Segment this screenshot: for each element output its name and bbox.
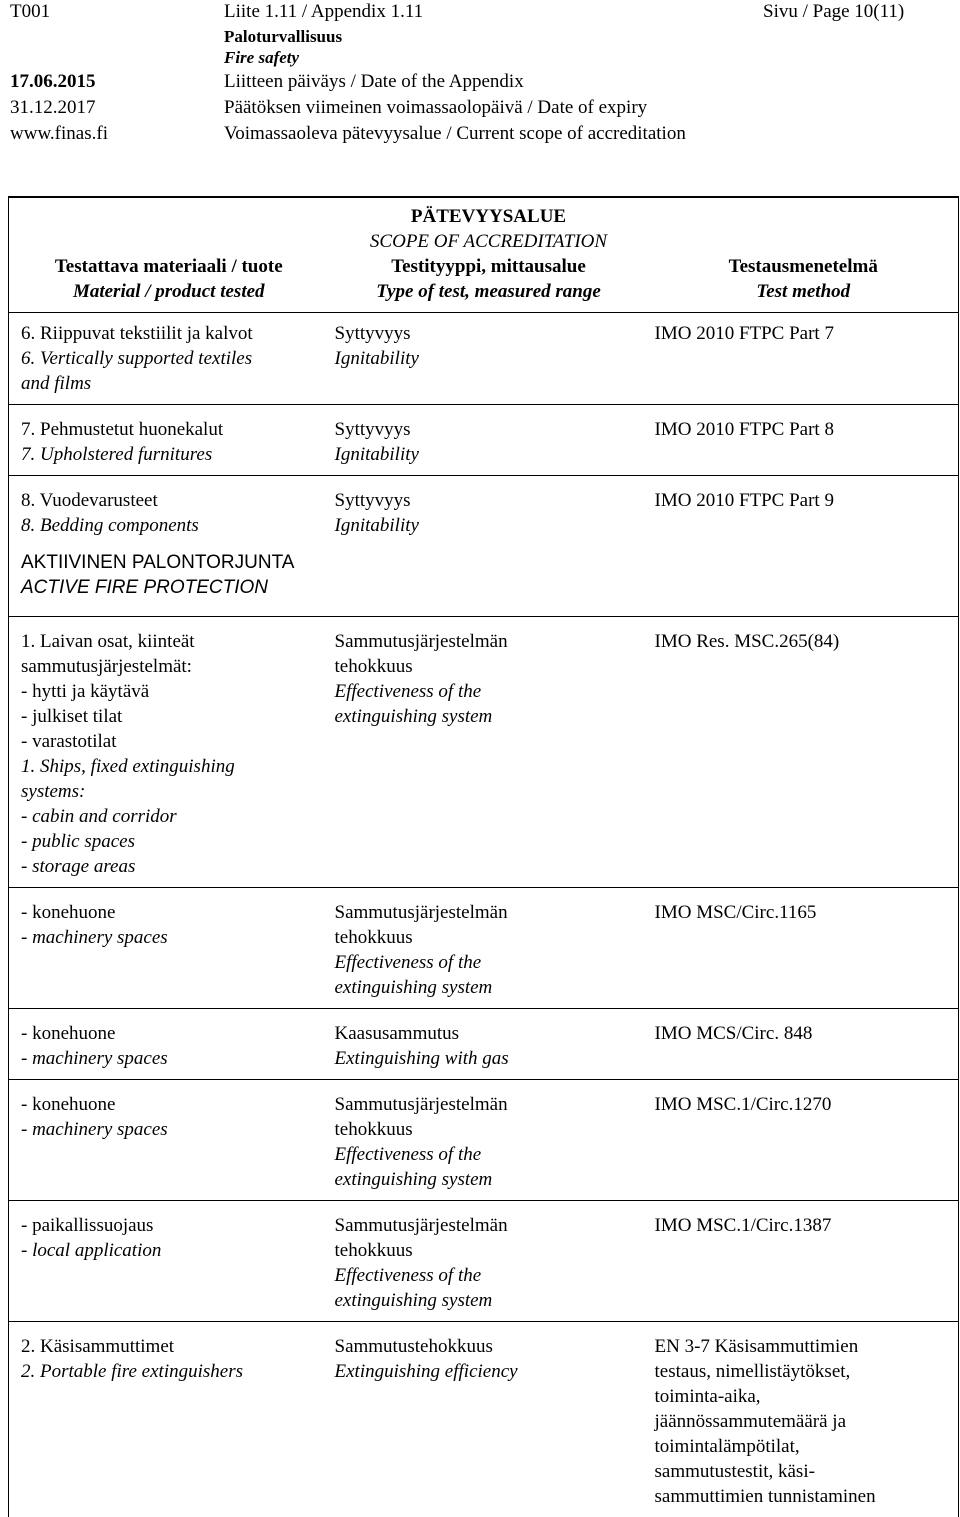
table-row (9, 617, 959, 888)
test-method-cell (649, 888, 959, 1009)
test-type-cell (329, 476, 649, 547)
material-cell (9, 1009, 329, 1080)
test-type-cell-line-en: extinguishing system (335, 975, 649, 1000)
material-cell (9, 1201, 329, 1322)
test-method-cell-line: IMO 2010 FTPC Part 9 (655, 488, 959, 513)
material-cell-line-en: - machinery spaces (21, 1117, 329, 1142)
test-type-cell-line-en: Ignitability (335, 442, 649, 467)
col2-header-en: Type of test, measured range (329, 279, 649, 304)
test-type-cell (329, 617, 649, 888)
col1-header-en: Material / product tested (9, 279, 329, 304)
test-type-cell (329, 1201, 649, 1322)
col3-header-en: Test method (649, 279, 959, 304)
material-cell-line: 6. Riippuvat tekstiilit ja kalvot (21, 321, 329, 346)
scope-title-fi: PÄTEVYYSALUE (329, 204, 649, 229)
test-type-cell-line: Sammutusjärjestelmän (335, 629, 649, 654)
material-cell (9, 1080, 329, 1201)
material-cell-line: 2. Käsisammuttimet (21, 1334, 329, 1359)
test-type-cell-line: Kaasusammutus (335, 1021, 649, 1046)
test-type-cell-line: Syttyvyys (335, 417, 649, 442)
test-type-cell (329, 313, 649, 405)
section-title-en: ACTIVE FIRE PROTECTION (21, 575, 958, 600)
material-cell-line: - hytti ja käytävä (21, 679, 329, 704)
test-type-cell-line: Sammutusjärjestelmän (335, 900, 649, 925)
table-row (9, 1009, 959, 1080)
expiry-date-label: Päätöksen viimeinen voimassaolopäivä / Date of expiry (224, 95, 647, 120)
table-row (9, 1080, 959, 1201)
accreditation-table (8, 196, 959, 1517)
material-cell-line-en: systems: (21, 779, 329, 804)
test-type-cell-line-en: extinguishing system (335, 1167, 649, 1192)
test-method-cell-line: sammutustestit, käsi- (655, 1459, 959, 1484)
field-fi: Paloturvallisuus (224, 24, 342, 49)
test-method-cell (649, 405, 959, 476)
material-cell-line-en: - cabin and corridor (21, 804, 329, 829)
table-row (9, 476, 959, 547)
test-method-cell-line: jäännössammutemäärä ja (655, 1409, 959, 1434)
material-cell (9, 405, 329, 476)
test-method-cell-line: sammuttimien tunnistaminen (655, 1484, 959, 1509)
test-type-cell-line-en: extinguishing system (335, 1288, 649, 1313)
column-header-row (9, 254, 959, 313)
test-method-cell-line: IMO 2010 FTPC Part 7 (655, 321, 959, 346)
test-method-cell (649, 1201, 959, 1322)
test-method-cell (649, 1080, 959, 1201)
expiry-date-value: 31.12.2017 (10, 95, 96, 120)
test-type-cell-line: tehokkuus (335, 1117, 649, 1142)
material-cell-line: - konehuone (21, 1092, 329, 1117)
material-cell-line: - varastotilat (21, 729, 329, 754)
col3-header-fi: Testausmenetelmä (649, 254, 959, 279)
test-type-cell (329, 1322, 649, 1517)
material-cell-line-en: 1. Ships, fixed extinguishing (21, 754, 329, 779)
document-code: T001 (10, 0, 50, 24)
table-row (9, 405, 959, 476)
test-type-cell-line: tehokkuus (335, 925, 649, 950)
test-type-cell-line: Sammutustehokkuus (335, 1334, 649, 1359)
test-type-cell-line-en: Effectiveness of the (335, 679, 649, 704)
test-type-cell-line: Sammutusjärjestelmän (335, 1213, 649, 1238)
test-type-cell (329, 1080, 649, 1201)
ignitability-rows (9, 313, 959, 547)
active-protection-rows (9, 617, 959, 1517)
material-cell-line-en: 2. Portable fire extinguishers (21, 1359, 329, 1384)
test-type-cell-line-en: Effectiveness of the (335, 1263, 649, 1288)
material-cell (9, 888, 329, 1009)
test-method-cell-line: toimintalämpötilat, (655, 1434, 959, 1459)
test-method-cell-line: IMO 2010 FTPC Part 8 (655, 417, 959, 442)
test-method-cell-line: testaus, nimellistäytökset, (655, 1359, 959, 1384)
test-method-cell (649, 617, 959, 888)
test-type-cell-line-en: Effectiveness of the (335, 950, 649, 975)
test-method-cell-line: IMO MSC/Circ.1165 (655, 900, 959, 925)
material-cell (9, 476, 329, 547)
appendix-label (224, 0, 423, 24)
test-type-cell (329, 1009, 649, 1080)
scope-heading-row (9, 197, 959, 254)
test-method-cell-line: EN 3-7 Käsisammuttimien (655, 1334, 959, 1359)
material-cell-line-en: - public spaces (21, 829, 329, 854)
test-method-cell-line: toiminta-aika, (655, 1384, 959, 1409)
test-method-cell (649, 313, 959, 405)
material-cell-line: 1. Laivan osat, kiinteät (21, 629, 329, 654)
material-cell-line: 8. Vuodevarusteet (21, 488, 329, 513)
col1-header-fi: Testattava materiaali / tuote (9, 254, 329, 279)
section-title-fi: AKTIIVINEN PALONTORJUNTA (21, 550, 958, 575)
material-cell-line-en: 6. Vertically supported textiles (21, 346, 329, 371)
test-method-cell-line: IMO MSC.1/Circ.1270 (655, 1092, 959, 1117)
test-type-cell (329, 405, 649, 476)
test-type-cell-line-en: Effectiveness of the (335, 1142, 649, 1167)
table-row (9, 1322, 959, 1517)
material-cell-line-en: - storage areas (21, 854, 329, 879)
document-header (0, 0, 960, 150)
material-cell-line: - konehuone (21, 1021, 329, 1046)
test-type-cell-line: tehokkuus (335, 654, 649, 679)
appendix-text: Liite 1.11 / Appendix 1.11 (224, 1, 423, 22)
test-type-cell-line-en: Extinguishing efficiency (335, 1359, 649, 1384)
test-type-cell-line: tehokkuus (335, 1238, 649, 1263)
col2-header-fi: Testityyppi, mittausalue (329, 254, 649, 279)
test-type-cell-line: Syttyvyys (335, 321, 649, 346)
test-method-cell-line: IMO Res. MSC.265(84) (655, 629, 959, 654)
test-method-cell-line: IMO MSC.1/Circ.1387 (655, 1213, 959, 1238)
material-cell-line-en: - machinery spaces (21, 1046, 329, 1071)
material-cell (9, 617, 329, 888)
page-number: Sivu / Page 10(11) (763, 0, 904, 24)
material-cell-line: - julkiset tilat (21, 704, 329, 729)
table-row (9, 888, 959, 1009)
material-cell-line-en: - local application (21, 1238, 329, 1263)
material-cell-line: - paikallissuojaus (21, 1213, 329, 1238)
test-type-cell-line: Syttyvyys (335, 488, 649, 513)
test-type-cell-line-en: Ignitability (335, 346, 649, 371)
appendix-date-label: Liitteen päiväys / Date of the Appendix (224, 69, 524, 94)
material-cell (9, 313, 329, 405)
scope-title-en: SCOPE OF ACCREDITATION (329, 229, 649, 254)
test-method-cell-line: IMO MCS/Circ. 848 (655, 1021, 959, 1046)
test-type-cell-line-en: extinguishing system (335, 704, 649, 729)
appendix-date-value: 17.06.2015 (10, 69, 96, 94)
test-type-cell-line-en: Ignitability (335, 513, 649, 538)
material-cell-line-en: - machinery spaces (21, 925, 329, 950)
material-cell (9, 1322, 329, 1517)
material-cell-line: 7. Pehmustetut huonekalut (21, 417, 329, 442)
material-cell-line: - konehuone (21, 900, 329, 925)
test-type-cell (329, 888, 649, 1009)
material-cell-line-en: 7. Upholstered furnitures (21, 442, 329, 467)
material-cell-line: sammutusjärjestelmät: (21, 654, 329, 679)
test-type-cell-line-en: Extinguishing with gas (335, 1046, 649, 1071)
material-cell-line-en: 8. Bedding components (21, 513, 329, 538)
table-row (9, 1201, 959, 1322)
field-en: Fire safety (224, 45, 299, 70)
test-method-cell (649, 476, 959, 547)
table-row (9, 313, 959, 405)
material-cell-line-en: and films (21, 371, 329, 396)
test-method-cell (649, 1009, 959, 1080)
test-type-cell-line: Sammutusjärjestelmän (335, 1092, 649, 1117)
section-band (9, 546, 959, 617)
website-link[interactable]: www.finas.fi (10, 121, 108, 146)
test-method-cell (649, 1322, 959, 1517)
scope-label: Voimassaoleva pätevyysalue / Current scope of accreditation (224, 121, 686, 146)
